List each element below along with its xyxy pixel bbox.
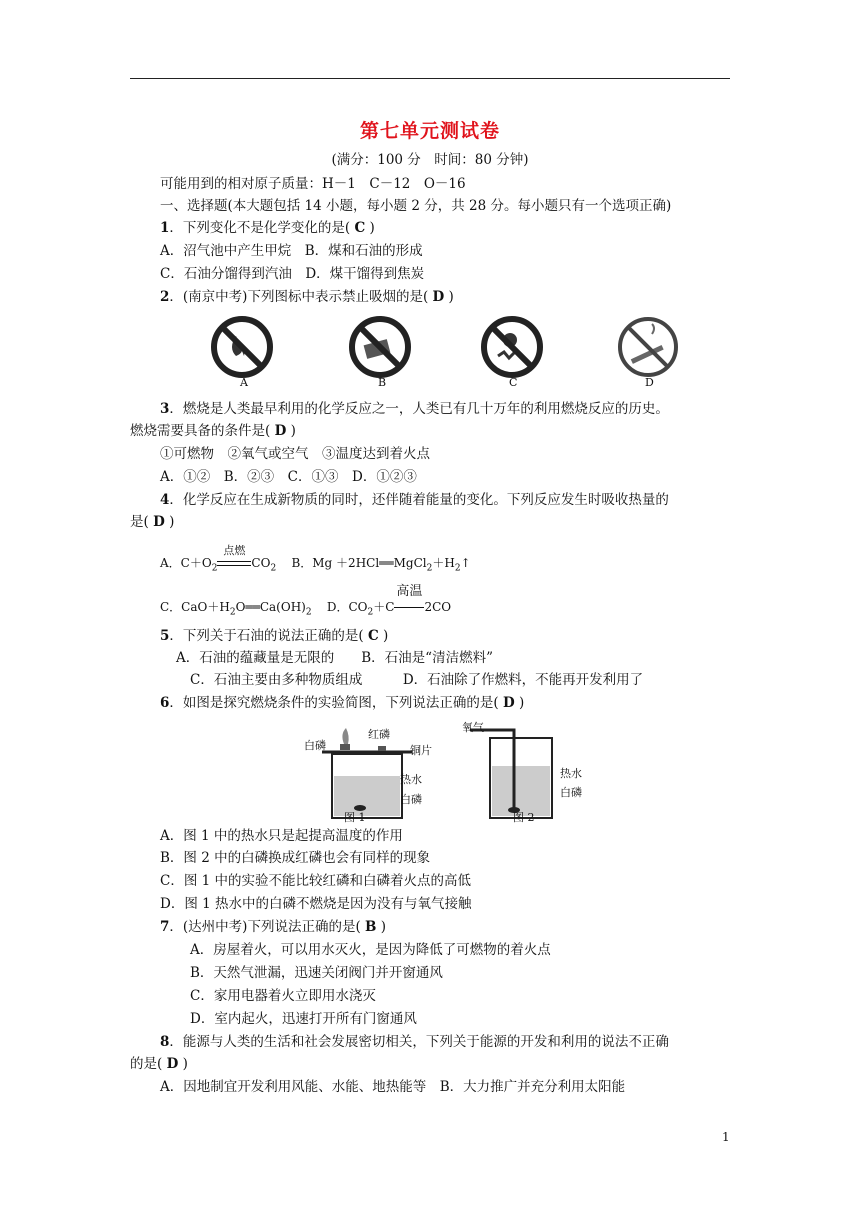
question-3-cont: 燃烧需要具备的条件是( D ) (130, 423, 296, 439)
fig1-label-red-p: 红磷 (368, 728, 390, 741)
section-heading: 一、选择题(本大题包括 14 小题，每小题 2 分，共 28 分。每小题只有一个选项正确) (160, 198, 672, 214)
q1-options-row1: A．沼气池中产生甲烷 B．煤和石油的形成 (160, 243, 423, 259)
question-5: 5．下列关于石油的说法正确的是( C ) (160, 628, 389, 644)
q6-option-a: A．图 1 中的热水只是起提高温度的作用 (160, 828, 403, 844)
sign-label-d: D (645, 376, 654, 389)
fig1-label-white-p-bottom: 白磷 (400, 793, 422, 806)
q6-option-b: B．图 2 中的白磷换成红磷也会有同样的现象 (160, 850, 431, 866)
question-4: 4．化学反应在生成新物质的同时，还伴随着能量的变化。下列反应发生时吸收热量的 (160, 492, 669, 508)
fig2-label-hot-water: 热水 (560, 767, 582, 780)
q5-options-row1: A．石油的蕴藏量是无限的 B．石油是“清洁燃料” (176, 650, 493, 666)
sign-label-c: C (509, 376, 518, 389)
no-smoking-icons (200, 312, 680, 392)
figure-1-beaker-icon (322, 728, 412, 818)
q8-options: A．因地制宜开发利用风能、水能、地热能等 B．大力推广并充分利用太阳能 (160, 1079, 626, 1095)
question-7: 7．(达州中考)下列说法正确的是( B ) (160, 919, 386, 935)
sign-label-a: A (240, 376, 248, 389)
q4-options-ab: A．$C+O_2$ 点燃 $CO_2$ B．$Mg +2HCl══MgCl_2+H_2↑$ (160, 544, 471, 574)
sign-d-no-smoking-icon (620, 319, 676, 375)
fig2-label-oxygen: 氧气 (462, 721, 484, 734)
q5-options-row2: C．石油主要由多种物质组成 D．石油除了作燃料，不能再开发利用了 (190, 672, 644, 688)
fig1-label-hot-water: 热水 (400, 773, 422, 786)
atomic-mass-line: 可能用到的相对原子质量：H－1 C－12 O－16 (160, 176, 466, 192)
question-3: 3．燃烧是人类最早利用的化学反应之一，人类已有几十万年的利用燃烧反应的历史。 (160, 401, 669, 417)
sign-b-icon (352, 319, 408, 375)
q3-conditions: ①可燃物 ②氧气或空气 ③温度达到着火点 (160, 446, 430, 462)
sign-label-b: B (378, 376, 387, 389)
q7-option-d: D．室内起火，迅速打开所有门窗通风 (190, 1011, 417, 1027)
exam-info: (满分：100 分 时间：80 分钟) (331, 152, 529, 168)
fig1-label-white-p-top: 白磷 (304, 739, 326, 752)
q3-options: A．①② B．②③ C．①③ D．①②③ (160, 469, 417, 485)
q4-options-cd: C．$CaO+H_2O══Ca(OH)_2$ D．$CO_2+C$ 高温 2CO (160, 584, 452, 618)
question-8-cont: 的是( D ) (130, 1056, 188, 1072)
page-title: 第七单元测试卷 (359, 120, 500, 142)
sign-a-icon (214, 319, 270, 375)
fig2-label-white-p: 白磷 (560, 786, 582, 799)
question-4-cont: 是( D ) (130, 514, 175, 530)
q6-option-d: D．图 1 热水中的白磷不燃烧是因为没有与氧气接触 (160, 896, 472, 912)
question-2: 2．(南京中考)下列图标中表示禁止吸烟的是( D ) (160, 289, 454, 305)
fig2-caption: 图 2 (513, 811, 535, 824)
header-rule (130, 78, 730, 79)
q7-option-c: C．家用电器着火立即用水浇灭 (190, 988, 376, 1004)
fig1-label-copper: 铜片 (410, 744, 432, 757)
question-6: 6．如图是探究燃烧条件的实验简图，下列说法正确的是( D ) (160, 695, 525, 711)
q1-options-row2: C．石油分馏得到汽油 D．煤干馏得到焦炭 (160, 266, 425, 282)
q7-option-b: B．天然气泄漏，迅速关闭阀门并开窗通风 (190, 965, 443, 981)
question-1: 1．下列变化不是化学变化的是( C ) (160, 220, 375, 236)
q7-option-a: A．房屋着火，可以用水灭火，是因为降低了可燃物的着火点 (190, 942, 551, 958)
fig1-caption: 图 1 (344, 811, 366, 824)
figure-2-beaker-icon (470, 730, 552, 818)
q6-option-c: C．图 1 中的实验不能比较红磷和白磷着火点的高低 (160, 873, 472, 889)
sign-c-icon (484, 319, 540, 375)
question-8: 8．能源与人类的生活和社会发展密切相关，下列关于能源的开发和利用的说法不正确 (160, 1034, 669, 1050)
page-number: 1 (722, 1130, 730, 1144)
